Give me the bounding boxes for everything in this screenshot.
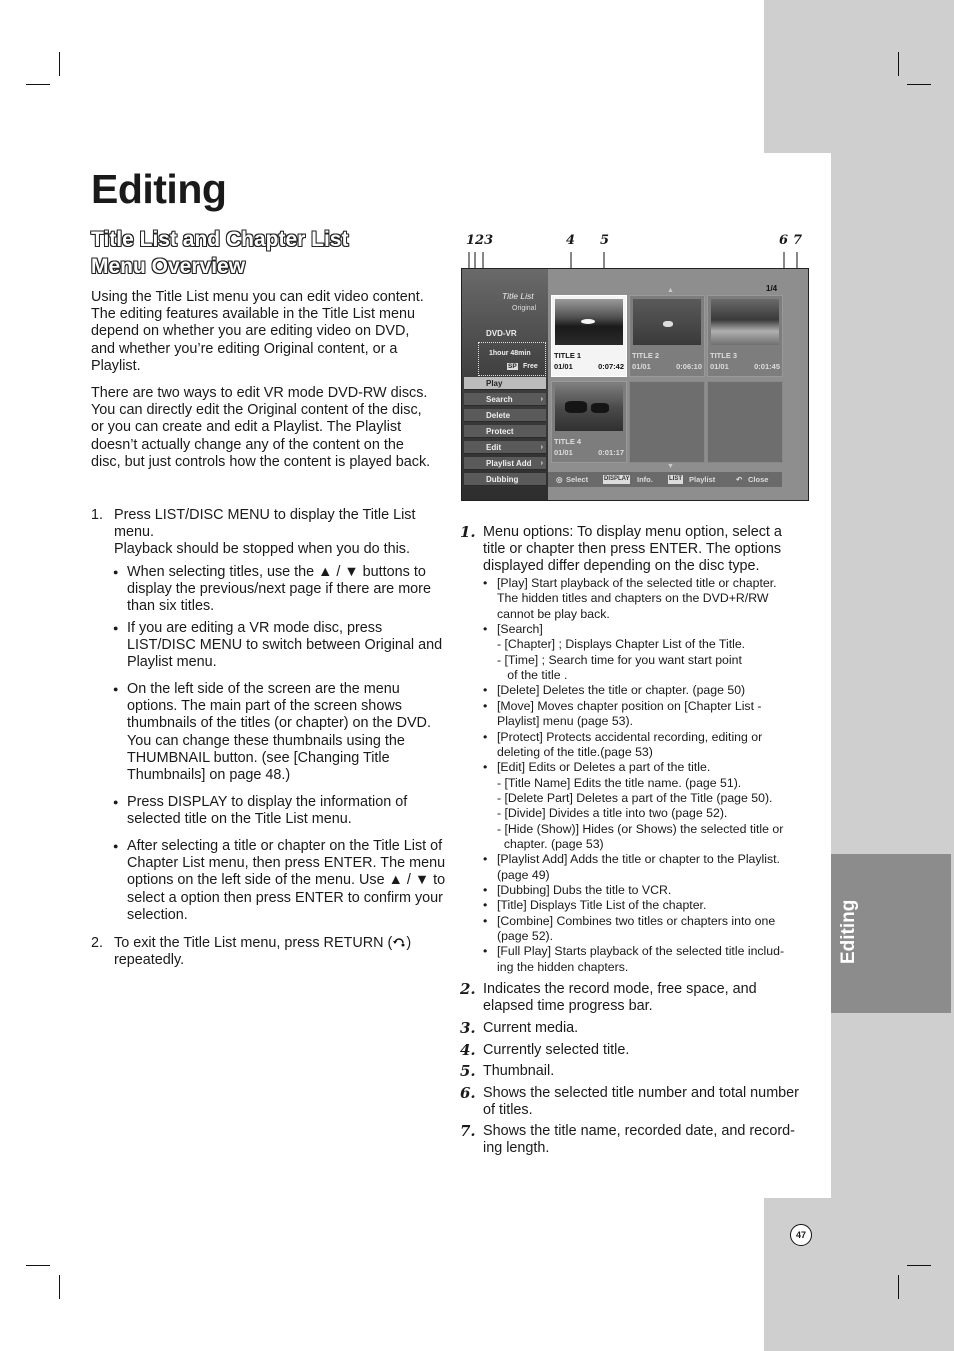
option-text: (page 49) <box>497 867 550 882</box>
menu-item-label: Playlist Add <box>486 459 532 468</box>
menu-item-playlist-add[interactable] <box>464 457 546 470</box>
title-thumbnail[interactable] <box>707 295 783 377</box>
item-text: Shows the selected title number and total number of titles. <box>483 1085 799 1119</box>
record-mode-badge: SP <box>508 363 517 370</box>
thumbnail-image <box>633 299 701 345</box>
callout-label: 123 <box>466 233 494 248</box>
title-length: 0:07:42 <box>598 362 624 371</box>
option-text: [Search] <box>497 622 543 637</box>
bullet-item: ● After selecting a title or chapter on the Title List of Chapter List menu, then press ENTER. The menu options on the left side of the menu. Use ▲ / ▼ to select a option then press ENTER to confirm your selection. <box>113 838 451 924</box>
title-info <box>554 436 624 458</box>
title-date: 01/01 <box>632 362 651 371</box>
screen-footer <box>548 472 782 487</box>
title-list-screen <box>461 268 809 501</box>
option-text: [Delete] Deletes the title or chapter. (page 50) <box>497 683 746 698</box>
menu-option-line <box>483 883 817 898</box>
menu-option-line <box>483 806 817 821</box>
crop-mark <box>907 1265 931 1266</box>
page-indicator: 1/4 <box>766 284 778 293</box>
page-number: 47 <box>790 1224 812 1246</box>
crop-mark <box>59 52 60 76</box>
list-badge: LIST <box>669 476 682 482</box>
menu-item-search[interactable] <box>464 393 546 406</box>
menu-option-line <box>483 745 817 760</box>
menu-item-label: Edit <box>486 443 502 452</box>
option-text: (page 52). <box>497 929 554 944</box>
option-text: - [Hide (Show)] Hides (or Shows) the selected title or <box>497 821 784 836</box>
crop-mark <box>898 1275 899 1299</box>
chevron-right-icon: › <box>540 396 543 403</box>
title-info <box>554 350 624 372</box>
menu-option-line <box>483 944 817 959</box>
display-badge: DISPLAY <box>604 476 630 482</box>
crop-mark <box>26 1265 50 1266</box>
callout-label: 7 <box>793 233 803 248</box>
bullet-item: ● On the left side of the screen are the menu options. The main part of the screen shows thumbnails of the titles (or chapter) on the DVD. You can change these thumbnails using the THUMBNAIL button. (see [Changing Title Thumbnails] on page 48.) <box>113 681 451 784</box>
step-text <box>114 507 436 559</box>
option-bullet: • <box>483 898 488 913</box>
menu-option-line <box>483 914 817 929</box>
disc-info-box <box>478 342 546 376</box>
option-text: ing the hidden chapters. <box>497 959 629 974</box>
menu-option-line <box>483 699 817 714</box>
crop-mark <box>907 84 931 85</box>
option-text: [Playlist Add] Adds the title or chapter to the Playlist. <box>497 852 780 867</box>
menu-option-line <box>483 898 817 913</box>
title-date: 01/01 <box>554 362 573 371</box>
section-tab-label: Editing <box>838 899 859 964</box>
option-text: cannot be play back. <box>497 606 610 621</box>
callout-label: 6 <box>779 233 789 248</box>
option-bullet: • <box>483 852 488 867</box>
return-icon: ↶ <box>736 475 743 484</box>
menu-option-line <box>483 868 817 883</box>
footer-playlist: Playlist <box>689 475 716 484</box>
title-length: 0:06:10 <box>676 362 702 371</box>
footer-close: Close <box>748 475 769 484</box>
menu-item-label: Play <box>486 379 503 388</box>
menu-item-delete[interactable] <box>464 409 546 422</box>
option-text: - [Delete Part] Deletes a part of the Title (page 50). <box>497 790 773 805</box>
title-info <box>632 350 702 372</box>
crop-mark <box>26 84 50 85</box>
step-2-text: To exit the Title List menu, press RETURN ( <box>114 935 393 951</box>
option-text: deleting of the title.(page 53) <box>497 744 653 759</box>
option-bullet: • <box>483 576 488 590</box>
option-text: of the title . <box>497 668 568 683</box>
option-bullet: • <box>483 883 488 897</box>
footer-info: Info. <box>637 475 653 484</box>
intro-paragraph-2: There are two ways to edit VR mode DVD-RW discs. You can directly edit the Original content of the disc, or you can create and edit a Playlist. The Playlist doesn’t actually change any of the content on the disc, but just controls how the content is played back. <box>91 385 431 470</box>
title-thumbnail[interactable] <box>551 295 627 377</box>
item-number: 2. <box>460 980 476 998</box>
option-text: - [Chapter] ; Displays Chapter List of the Title. <box>497 637 746 652</box>
page-down-arrow-icon[interactable]: ▼ <box>667 463 674 470</box>
menu-item-label: Protect <box>486 427 514 436</box>
menu-option-line <box>483 622 817 637</box>
menu-item-protect[interactable] <box>464 425 546 438</box>
step-2-text-end: ) repeatedly. <box>114 935 412 969</box>
option-text: [Edit] Edits or Deletes a part of the title. <box>497 760 711 775</box>
menu-option-line <box>483 960 817 975</box>
bullet-item: ● When selecting titles, use the ▲ / ▼ buttons to display the previous/next page if there are more than six titles. <box>113 564 451 616</box>
crop-mark <box>59 1275 60 1299</box>
menu-item-label: Dubbing <box>486 475 519 484</box>
item-text: Shows the title name, recorded date, and record-ing length. <box>483 1123 795 1157</box>
item-number: 1. <box>460 523 476 541</box>
callout-label: 5 <box>600 233 610 248</box>
menu-option-line <box>483 607 817 622</box>
chevron-right-icon: › <box>540 444 543 451</box>
chevron-right-icon: › <box>540 460 543 467</box>
menu-item-edit[interactable] <box>464 441 546 454</box>
empty-thumbnail-slot <box>707 381 783 463</box>
footer-select: Select <box>566 475 589 484</box>
option-bullet: • <box>483 683 488 698</box>
option-text: Playlist] menu (page 53). <box>497 714 634 729</box>
option-text: [Combine] Combines two titles or chapters into one <box>497 913 776 928</box>
title-length: 0:01:17 <box>598 448 624 457</box>
section-heading <box>91 226 431 280</box>
select-icon: ◎ <box>556 475 563 484</box>
title-name: TITLE 1 <box>554 351 582 360</box>
option-bullet: • <box>483 698 488 713</box>
option-text: [Title] Displays Title List of the chapter. <box>497 898 707 913</box>
item-text: Currently selected title. <box>483 1042 630 1058</box>
option-bullet: • <box>483 622 488 637</box>
menu-option-line <box>483 791 817 806</box>
return-icon <box>392 937 406 949</box>
step-number: 2. <box>91 935 104 951</box>
title-thumbnail[interactable] <box>551 381 627 463</box>
menu-option-line <box>483 852 817 867</box>
step-1-line-2: Playback should be stopped when you do this. <box>114 541 411 558</box>
empty-thumbnail-slot <box>629 381 705 463</box>
section-heading-line1: Title List and Chapter List <box>91 228 349 251</box>
media-label: DVD-VR <box>486 329 517 338</box>
option-text: [Move] Moves chapter position on [Chapter List - <box>497 698 762 713</box>
title-name: TITLE 3 <box>710 351 738 360</box>
option-text: - [Title Name] Edits the title name. (page 51). <box>497 775 742 790</box>
page-up-arrow-icon[interactable]: ▲ <box>667 287 674 294</box>
section-heading-line2: Menu Overview <box>91 255 246 278</box>
callout-label: 4 <box>566 233 576 248</box>
free-space-label: Free <box>523 363 538 370</box>
title-date: 01/01 <box>710 362 729 371</box>
menu-subtitle: Original <box>512 305 537 312</box>
menu-option-line <box>483 637 817 652</box>
thumbnail-image <box>555 385 623 431</box>
option-text: chapter. (page 53) <box>497 836 604 851</box>
thumbnail-image <box>711 299 779 345</box>
item-text: Menu options: To display menu option, select a title or chapter then press ENTER. The options displayed differ depending on the disc type. <box>483 524 782 575</box>
menu-option-line <box>483 929 817 944</box>
option-text: - [Divide] Divides a title into two (page 52). <box>497 806 728 821</box>
bullet-item: ● Press DISPLAY to display the information of selected title on the Title List menu. <box>113 794 451 828</box>
menu-option-line <box>483 668 817 683</box>
bullet-item: ● If you are editing a VR mode disc, press LIST/DISC MENU to switch between Original and Playlist menu. <box>113 620 451 672</box>
option-text: [Protect] Protects accidental recording, editing or <box>497 729 763 744</box>
menu-item-label: Delete <box>486 411 511 420</box>
option-bullet: • <box>483 729 488 744</box>
crop-mark <box>898 52 899 76</box>
title-date: 01/01 <box>554 448 573 457</box>
step-number: 1. <box>91 507 104 523</box>
menu-option-line <box>483 730 817 745</box>
title-length: 0:01:45 <box>754 362 780 371</box>
title-name: TITLE 2 <box>632 351 660 360</box>
intro-paragraph-1: Using the Title List menu you can edit video content. The editing features available in the Title List menu depend on whether you are editing video on DVD, and whether you’re editing Original content, or a Playlist. <box>91 289 424 374</box>
thumbnail-image <box>555 299 623 345</box>
menu-option-line <box>483 683 817 698</box>
menu-item-play[interactable] <box>464 377 546 390</box>
menu-option-line <box>483 822 817 837</box>
menu-option-line <box>483 714 817 729</box>
step-text <box>114 935 436 969</box>
menu-item-label: Search <box>486 395 513 404</box>
item-number: 5. <box>460 1062 476 1080</box>
menu-option-line <box>483 653 817 668</box>
menu-option-line <box>483 776 817 791</box>
item-number: 4. <box>460 1041 476 1059</box>
option-text: [Play] Start playback of the selected title or chapter. <box>497 576 777 590</box>
option-bullet: • <box>483 944 488 959</box>
title-thumbnail[interactable] <box>629 295 705 377</box>
title-info <box>710 350 780 372</box>
option-bullet: • <box>483 913 488 928</box>
item-number: 3. <box>460 1019 476 1037</box>
remaining-time: 1hour 48min <box>489 350 531 357</box>
option-text: - [Time] ; Search time for you want start point <box>497 652 742 667</box>
menu-option-line <box>483 837 817 852</box>
menu-option-line <box>483 591 817 606</box>
title-name: TITLE 4 <box>554 437 582 446</box>
option-text: [Full Play] Starts playback of the selected title includ- <box>497 944 785 959</box>
item-text: Current media. <box>483 1020 579 1036</box>
option-text: The hidden titles and chapters on the DVD+R/RW <box>497 591 769 606</box>
option-text: [Dubbing] Dubs the title to VCR. <box>497 883 672 897</box>
item-number: 6. <box>460 1084 476 1102</box>
menu-title: Title List <box>502 291 534 301</box>
page-title: Editing <box>91 166 227 212</box>
item-text: Indicates the record mode, free space, and elapsed time progress bar. <box>483 981 757 1015</box>
menu-item-dubbing[interactable] <box>464 473 546 486</box>
item-text: Thumbnail. <box>483 1063 555 1079</box>
option-bullet: • <box>483 760 488 775</box>
menu-option-line <box>483 760 817 775</box>
menu-option-line <box>483 576 817 591</box>
step-1-line-1: Press LIST/DISC MENU to display the Title List menu. <box>114 507 416 541</box>
item-number: 7. <box>460 1122 476 1140</box>
